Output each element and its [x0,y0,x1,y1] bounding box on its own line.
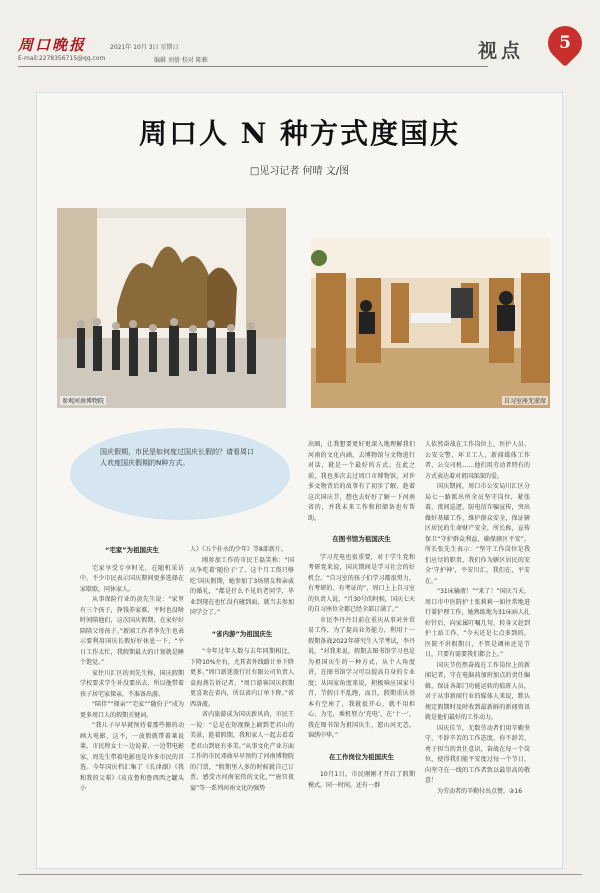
museum-photo-illustration [57,208,286,408]
paragraph: “今年过年人数与去年同期相比，下降10%左右，尤其省外线路计单下降更多。”周口新迷旅行社有限公司负责人袁海燕告诉记者，“周口游客国庆假期更喜欢在省内，所以省内订单下降。”省西洛流。 [190,648,294,708]
paragraph: 国庆期间，周口市公安局川汇区分局七一路派出所全员坚守岗位，紧张着，夜间巡逻，防电信诈骗宣传，突出做好基础工作，维护群众安全，保证辖区居民的生命财产安全，所长称，宣传保卫“守护群众利益，确保辖区平安”。所长张先生表示：“坚守工作岗位是我们应尽的职责，我们作为辖区居民的安全‘守护神’，平安川汇，我们在，平安在。” [425,483,530,585]
top-bar [0,0,600,72]
paragraph: 从事保险行业的黄先生说：“家里有三个孩子，挣钱养家难，平时也没啥时间陪他们，这次国庆假期，在家好好陪陪父母孩子。”新闻工作者李先生也表示要利用国庆长假好好休息一下，“平日工作太忙，我假期最大的计划就是睡个饱觉。” [80,596,184,666]
paragraph: 刚参加工作的市民王磊笑称：“国庆争吃着‘随份子’了，这个月工资只够吃‘国庆假期，她参加了3场朋友和亲戚的婚礼，“都是什么不见的老同学，毕业到现在也忙没有碰到面，就当去参加同学会了。” [190,556,294,616]
section-title: 视点 [478,40,525,62]
intro-text: 国庆假期，市民是如何度过国庆长假的？请看周口人欢度国庆假期的N种方式。 [100,448,254,467]
museum-photo-caption: 参观河南博物院 [62,398,105,405]
paragraph: “31床输液！”“来了！”国庆当天，周口市中医院护士张莉莉一如往常地进行着护理工作，她熟练地为31床病人扎好针后，向家属叮嘱几句，转身又赶到护士站工作，“今天还是七点多到的，医院不讲假期日，不管是调休还是节日，只要有需要我们都会上。” [425,588,530,658]
paragraph: 国庆佳节，无数劳动者们用辛勤坚守，不辞辛苦的工作态度，你不辞苦，勇于担当的责任意识，奋战在每一个岗位，使得我们能平安度过每一个节日，向坚守在一线的工作者致以最崇高的敬意！ [425,724,530,784]
paragraph: 家住川汇区的刘先生称，国庆假期学校要求学生补没要出去，所以他带着孩子居宅家探亲，不准备出游。 [80,669,184,698]
article-column-1 [80,545,184,795]
masthead-logo: 周口晚报 [18,36,87,54]
paragraph: 市民李丹丹目前在重庆从事对外贸易工作，为了提高业务能力，利用十一假期备战2022年研究生入学考试，李丹说，“对我来说，假期去图书馆学习也是为祖国庆生的一种方式，从个人角度讲，在图书馆学习可以提高自身的专业度；从国家角度来说，积极响应国家号召，节假日不乱跑，而且，假期重庆基本有空座了，我就很开心，就不用担心、为宅，乘机努力‘充电’，在‘十一’，我在图书馆为祖国庆生，愿山河无恙，锦绣中华。” [308,616,415,739]
paragraph: “我儿子早早就预待着那些俯的动画大电影，这不，一放假就带着莱说莱，市民程女士一边说着，一边带电影家，周先生带着电影也是许多市民的首选。今年国庆档汇集了《长津湖》《我和我的父辈》《皮皮鲁和鲁西西之罐头小 [80,722,184,792]
article-column-2 [190,545,294,794]
issue-date: 2021年 10月 3日 星期日 [110,44,179,51]
footer-rule [18,874,582,875]
page-number: 5 [559,33,571,53]
subheading-work-post: 在工作岗位为祖国庆生 [329,752,394,761]
article-column-3 [308,440,415,791]
article-headline: 周口人 N 种方式度国庆 [138,117,461,150]
paragraph: 学习充电也很重要，对于学生党和考研党来说，国庆期间是学习社会的好机会。“自习室的孩子们学习都很努力，有考研的、有考证的”，周口上上自习室的负责人说，“月30号的时候，国庆七天的自习座位全都已经全部订满了。” [308,553,415,613]
contact-email: E-mail:2278356715@qq.com [18,55,106,62]
paragraph: 为劳动者的辛勤付出点赞。②16 [437,787,523,795]
paragraph: 省内旅游成为国庆新风尚，市民王一说：“总是在短视频上刷到老君山的美景，趁着假期，我和家人一起去看看老君山到底有多美。”从事文化产业方面工作的市民邓曲早早预约了河南博物院的门票，“假期里人多的时候就自己订票，感受古河南宏伟的文化，”“唐宫夜宴”等一系列河南文化的强势 [190,711,294,792]
paragraph: 人依然奋战在工作岗位上，医护人员、公安交警、环卫工人、新闻媒体工作者、公交司机……他们用劳动者特有的方式表达着对祖国深深的爱。 [425,441,530,480]
paragraph: “陪伴”“探亲”“宅家”“随份子”成为更多周口人的假期关键词。 [80,701,184,719]
paragraph: 出圈，让我想要更好更深入地理解我们河南的文化内涵，去博物馆与文物进行对话，就是一个最好的方式。在此之前，我也多次去过周口市博物馆，对许多文物背后的故事有了初步了解，趁着这次国庆节，想也去好好了解一下河南省的，并我未来工作和积储备也有帮助。 [308,441,415,522]
article-column-4 [425,440,530,797]
museum-photo [57,208,286,408]
intro-bubble [70,428,290,520]
paragraph: 人》《五个扑水的少年》等8部新片。 [190,546,287,553]
paragraph: 10月1日，市民刚刚才开启了假期模式，同一时间，还有一群 [308,771,415,789]
header-rule [18,66,488,67]
study-room-photo-caption: 自习室座无虚席 [504,398,547,405]
paragraph: 宅家享受专享时光，在随机采访中，不少市民表示国庆期间更多选择在家歇歇，同休家人。 [80,564,184,593]
subheading-stay-home: “宅家”为祖国庆生 [104,546,160,554]
paragraph: 国庆节仍然奋战在工作岗位上的新闻记者，守在电脑前加班加点的责任编辑，保证各部门功能运转的值班人员，对于从事新闻行业的媒体人来说，默认规定假期时及时收到最新鲜的新闻资讯就是他们最好的工作动力。 [425,661,530,721]
study-room-photo-illustration [311,238,550,408]
editor-credits: 编辑 刘倩 校对 陈雅 [154,57,208,64]
study-room-photo [311,238,550,408]
subheading-library: 在图书馆为祖国庆生 [332,535,391,543]
subheading-province-travel: “省内游”为祖国庆生 [211,629,273,638]
article-byline: □见习记者 何晴 文/图 [249,166,350,177]
